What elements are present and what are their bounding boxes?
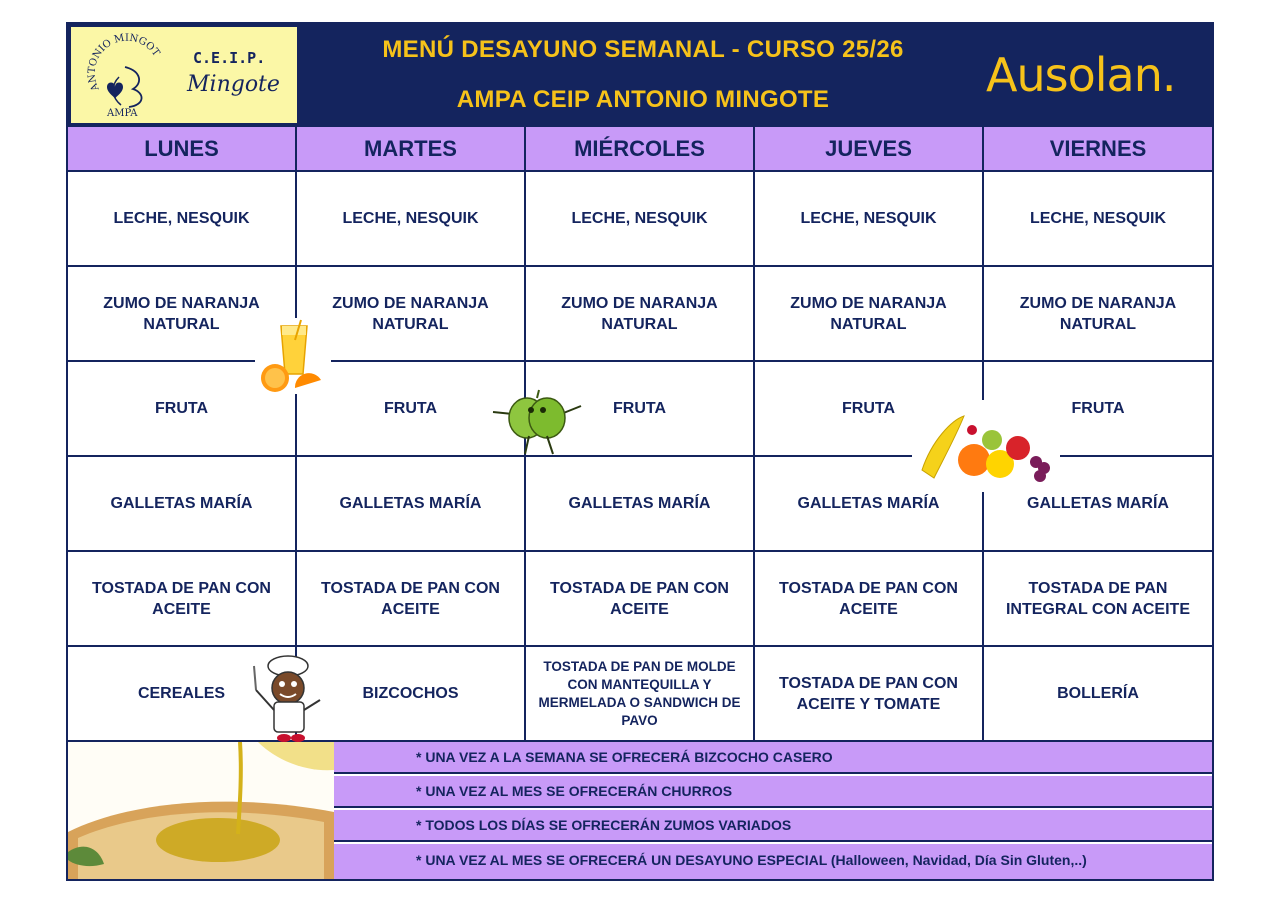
menu-cell: ZUMO DE NARANJA NATURAL bbox=[526, 267, 755, 362]
menu-cell: ZUMO DE NARANJA NATURAL bbox=[297, 267, 526, 362]
menu-cell: TOSTADA DE PAN INTEGRAL CON ACEITE bbox=[984, 552, 1212, 647]
note-item: * TODOS LOS DÍAS SE OFRECERÁN ZUMOS VARIADOS bbox=[334, 810, 1212, 842]
menu-cell: FRUTA bbox=[755, 362, 984, 457]
table-row bbox=[68, 267, 1212, 362]
day-header: VIERNES bbox=[984, 127, 1212, 172]
logo-signature: Mingote bbox=[187, 72, 280, 97]
menu-cell: GALLETAS MARÍA bbox=[526, 457, 755, 552]
menu-cell: FRUTA bbox=[526, 362, 755, 457]
menu-cell: BIZCOCHOS bbox=[297, 647, 526, 742]
menu-cell: ZUMO DE NARANJA NATURAL bbox=[68, 267, 297, 362]
menu-cell: ZUMO DE NARANJA NATURAL bbox=[984, 267, 1212, 362]
menu-cell: GALLETAS MARÍA bbox=[984, 457, 1212, 552]
chef-character-icon bbox=[248, 654, 334, 744]
menu-cell: BOLLERÍA bbox=[984, 647, 1212, 742]
menu-cell: TOSTADA DE PAN DE MOLDE CON MANTEQUILLA Y MERMELADA O SANDWICH DE PAVO bbox=[526, 647, 755, 742]
green-apple-character-icon bbox=[489, 388, 585, 458]
menu-cell: LECHE, NESQUIK bbox=[68, 172, 297, 267]
table-row bbox=[68, 552, 1212, 647]
menu-cell: TOSTADA DE PAN CON ACEITE bbox=[526, 552, 755, 647]
note-item: * UNA VEZ AL MES SE OFRECERÁ UN DESAYUNO ESPECIAL (Halloween, Navidad, Día Sin Gluten,..) bbox=[334, 844, 1212, 879]
menu-cell: LECHE, NESQUIK bbox=[755, 172, 984, 267]
menu-cell: FRUTA bbox=[297, 362, 526, 457]
table-row bbox=[68, 172, 1212, 267]
page-subtitle: AMPA CEIP ANTONIO MINGOTE bbox=[456, 86, 830, 113]
menu-cell: TOSTADA DE PAN CON ACEITE bbox=[297, 552, 526, 647]
heart-icon bbox=[107, 83, 123, 100]
brand-logo: Ausolan. bbox=[986, 48, 1176, 102]
menu-cell: LECHE, NESQUIK bbox=[297, 172, 526, 267]
menu-cell: GALLETAS MARÍA bbox=[68, 457, 297, 552]
day-header: JUEVES bbox=[755, 127, 984, 172]
page-title: MENÚ DESAYUNO SEMANAL - CURSO 25/26 bbox=[382, 36, 904, 63]
day-header: MARTES bbox=[297, 127, 526, 172]
note-item: * UNA VEZ AL MES SE OFRECERÁN CHURROS bbox=[334, 776, 1212, 808]
notes-section bbox=[68, 742, 1212, 879]
day-header-row bbox=[68, 127, 1212, 172]
menu-cell: LECHE, NESQUIK bbox=[526, 172, 755, 267]
school-logo-mark bbox=[71, 27, 297, 123]
menu-cell: TOSTADA DE PAN CON ACEITE Y TOMATE bbox=[755, 647, 984, 742]
day-header: LUNES bbox=[68, 127, 297, 172]
olive-oil-toast-image bbox=[68, 742, 334, 879]
note-item: * UNA VEZ A LA SEMANA SE OFRECERÁ BIZCOCHO CASERO bbox=[334, 742, 1212, 774]
menu-cell: GALLETAS MARÍA bbox=[297, 457, 526, 552]
menu-cell: GALLETAS MARÍA bbox=[755, 457, 984, 552]
orange-juice-icon bbox=[255, 318, 331, 394]
menu-cell: LECHE, NESQUIK bbox=[984, 172, 1212, 267]
day-header: MIÉRCOLES bbox=[526, 127, 755, 172]
menu-cell: CEREALES bbox=[68, 647, 297, 742]
menu-cell: FRUTA bbox=[68, 362, 297, 457]
menu-cell: ZUMO DE NARANJA NATURAL bbox=[755, 267, 984, 362]
menu-cell: FRUTA bbox=[984, 362, 1212, 457]
logo-ampa-text: AMPA bbox=[107, 108, 138, 119]
fruit-basket-icon bbox=[912, 400, 1060, 492]
menu-cell: TOSTADA DE PAN CON ACEITE bbox=[68, 552, 297, 647]
header-band bbox=[68, 24, 1212, 127]
menu-cell: TOSTADA DE PAN CON ACEITE bbox=[755, 552, 984, 647]
logo-ceip-text: C.E.I.P. bbox=[193, 49, 266, 67]
logo-arc-text: ANTONIO MINGOT bbox=[86, 32, 162, 93]
table-row bbox=[68, 647, 1212, 742]
school-logo bbox=[70, 26, 298, 124]
